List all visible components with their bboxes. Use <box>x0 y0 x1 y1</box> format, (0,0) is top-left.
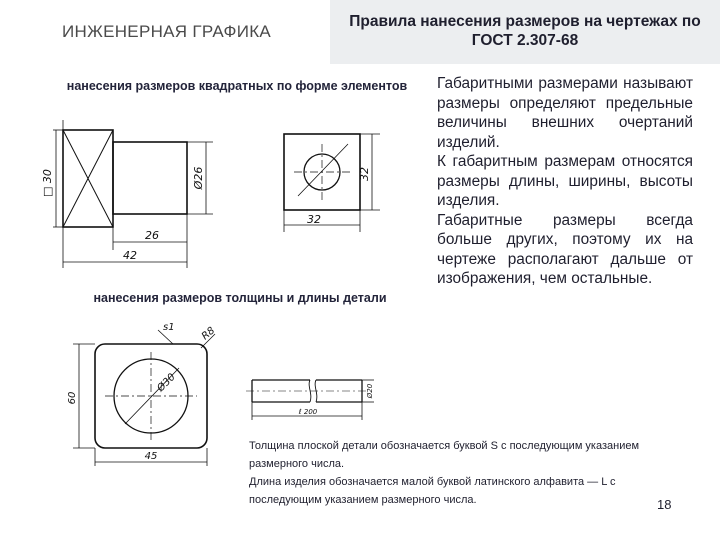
width-45-label: 45 <box>144 451 158 462</box>
r8-label: R8 <box>199 325 218 343</box>
square-shaft-drawing <box>30 118 230 278</box>
rule-paragraph-2: К габаритным размерам относятся размеры длины, ширины, высоты изделия. <box>437 153 693 209</box>
shaft-length-drawing <box>236 368 376 428</box>
square-hole-drawing <box>268 122 388 242</box>
course-title: ИНЖЕНЕРНАЯ ГРАФИКА <box>62 22 272 41</box>
length-26-label: 26 <box>145 229 159 242</box>
thickness-length-note <box>249 437 689 509</box>
height-32-label: 32 <box>358 167 371 181</box>
length-42-label: 42 <box>123 249 137 262</box>
square-section-title: нанесения размеров квадратных по форме элементов <box>66 79 408 93</box>
diameter-30-label: Ø30 <box>155 371 178 395</box>
diameter-20-label: Ø20 <box>366 383 374 399</box>
width-32-label: 32 <box>307 213 321 226</box>
plate-thickness-drawing <box>55 320 225 470</box>
dimension-rules-text <box>437 74 693 289</box>
length-200-label: ℓ 200 <box>298 408 318 416</box>
rule-paragraph-3: Габаритные размеры всегда больше других, поэтому их на чертеже располагают дальше от изображения, чем остальные. <box>437 211 693 287</box>
thickness-note-line: Толщина плоской детали обозначается буквой S с последующим указанием размерного числа. <box>249 440 640 470</box>
s1-label: s1 <box>163 322 175 333</box>
diameter-26-label: Ø26 <box>192 166 205 190</box>
slide-title: Правила нанесения размеров на чертежах по ГОСТ 2.307-68 <box>349 13 701 49</box>
height-60-label: 60 <box>67 391 78 405</box>
square-30-label: □ 30 <box>41 169 54 197</box>
thickness-section-title: нанесения размеров толщины и длины детали <box>93 291 387 305</box>
length-note-line: Длина изделия обозначается малой буквой латинского алфавита — L с последующим указанием размерного числа. <box>249 476 616 506</box>
rule-paragraph-1: Габаритными размерами называют размеры определяют предельные величины внешних очертаний изделий. <box>437 75 693 151</box>
page-number: 18 <box>657 497 672 512</box>
